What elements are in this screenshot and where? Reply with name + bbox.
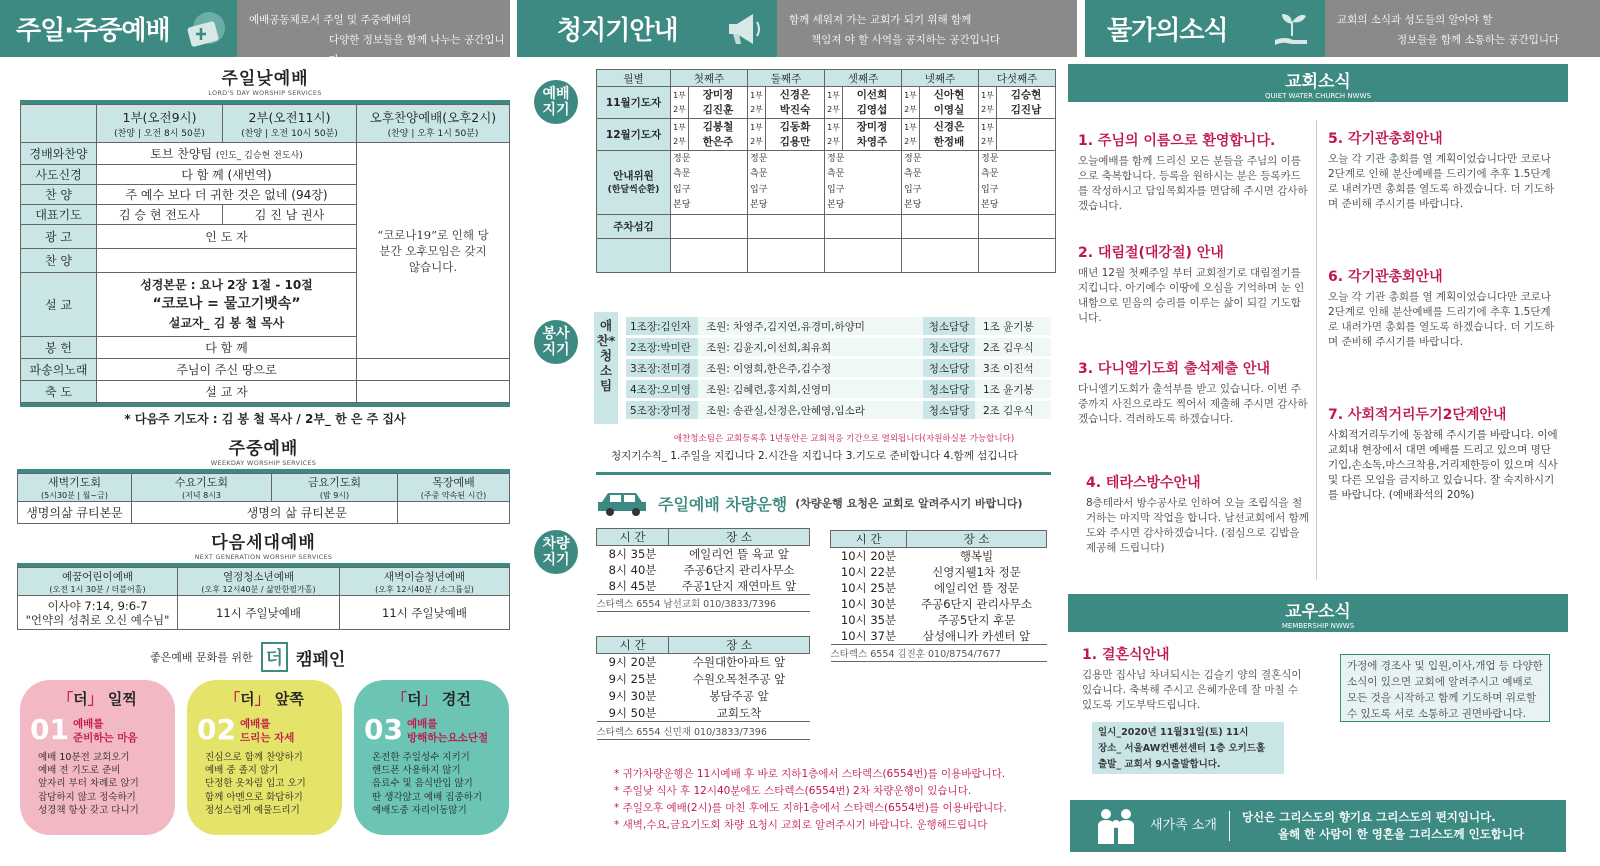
header-desc-1: 교회의 소식과 성도들의 알아야 할	[1337, 14, 1493, 26]
vehicle-steward-badge: 차량 지기	[534, 530, 578, 574]
news-item-4: 4. 테라스방수안내 8층테라서 방수공사로 인하여 오늘 조립식을 철거하는 마지막 작업을 합니다. 남선교회에서 함께 도와 주시면 감사하겠습니다. (점심으로 김밥을 제공해 드립니다)	[1086, 475, 1309, 554]
section-subtitle: NEXT GENERATION WORSHIP SERVICES	[194, 553, 333, 561]
campaign-title: 좋은예배 문화를 위한 더 캠페인	[150, 642, 410, 672]
car-icon	[596, 490, 650, 516]
aechan-cleaning-label: 애찬*청소팀	[594, 312, 618, 424]
header-worship	[0, 0, 510, 66]
nextgen-table: 예꿈어린이예배 (오전 1시 30분 / 더블어홀) 열정청소년예배 (오후 12시40분 / 삶만한필가홀) 새벽이슬청년예배 (오후 12시40분 / 소그룹실) 이사야 7:14, 9:6-7 "언약의 성취로 오신 예수님" 11시 주일낮예배 11시 주일낮예배	[17, 567, 510, 630]
section-subtitle: LORD'S DAY WORSHIP SERVICES	[208, 89, 322, 97]
col-header: 1부(오전9시)	[122, 110, 197, 125]
steward-rules: 청지기수칙_ 1.주일을 지킵니다 2.시간을 지킵니다 3.기도로 준비합니다 4.함께 섬깁니다	[611, 450, 1018, 462]
cleaning-note: 애찬청소팀은 교회등록후 1년동안은 교회적응 기간으로 열외됩니다(자원하실분 가능합니다)	[673, 434, 1015, 444]
service-steward-badge: 봉사 지기	[534, 320, 578, 364]
family-icon	[1092, 806, 1140, 846]
section-title: 주중예배	[228, 439, 299, 459]
section-title: 다음세대예배	[211, 533, 316, 553]
new-family-footer: 새가족 소개 당신은 그리스도의 향기요 그리스도의 편지입니다. 올해 한 사람이 한 영혼을 그리스도께 인도합니다	[1070, 800, 1566, 852]
vehicle-table-3: 시 간 장 소 9시 20분 수원대한아파트 앞 9시 25분 수원오목천주공 앞 9시 30분 봉담주공 앞 9시 50분 교회도착 스타렉스 6554 신민재 010/3833/7396	[596, 636, 810, 740]
vehicle-table-2: 시 간 장 소 10시 20분 행복빌 10시 22분 신영지웰1차 정문 10시 25분 에일리언 뜰 정문 10시 30분 주공6단지 관리사무소 10시 35분 주공5단지 후문 10시 37분 삼성애니카 카센터 앞 스타렉스 6554 김진훈 010/8754/7677	[830, 530, 1047, 662]
vehicle-notes: * 귀가차량운행은 11시예배 후 바로 지하1층에서 스타렉스(6554번)를 이용바랍니다. * 주일낮 식사 후 12시40분에도 스타렉스(6554번) 2차 차량운행이 있습니다. * 주일오후 예배(2시)를 마친 후에도 지하1층에서 스타렉스(6554번)를 이용바랍니다. * 새벽,수요,금요기도회 차량 요청시 교회로 알려주시기 바랍니다. 운행해드립니다	[614, 768, 1007, 831]
header-title: 물가의소식	[1107, 16, 1228, 46]
worship-steward-badge: 예배 지기	[534, 80, 578, 124]
campaign-box-early: 「더」 일찍 01 예배를 준비하는 마음 예배 10분전 교회오기 예배 전 기도로 준비 앞자리 부터 차례로 앉기 잡담하지 않고 정숙하기 성경책 항상 갖고 다니기	[20, 680, 175, 835]
bible-icon	[181, 6, 227, 52]
header-title: 청지기안내	[557, 16, 678, 46]
news-item-7: 7. 사회적거리두기2단계안내 사회적거리두기에 동참해 주시기를 바랍니다. 이에 교회내 현장에서 대면 예배를 드리고 있으며 명단기입,손소독,마스크착용,거리제한등이 있으며 식사 및 다른 모임을 금지하고 있습니다. 잘 숙지하시기를 바랍니다. (예배좌석의 20%)	[1328, 407, 1558, 501]
header-desc-2: 다양한 정보들을 함께 나누는 공간입니다	[329, 34, 505, 66]
wedding-info-box: 일시_2020년 11월31일(토) 11시 장소_ 서울AW컨벤션센터 1층 오키드홀 출발_ 교회서 9시출발합니다.	[1092, 722, 1284, 774]
header-desc-1: 함께 세워져 가는 교회가 되기 위해 함께	[789, 14, 972, 26]
next-prayer: * 다음주 기도자 : 김 봉 철 목사 / 2부_ 한 은 주 집사	[124, 412, 406, 426]
col-header: 오후찬양예배(오후2시)	[369, 110, 497, 125]
section-title: 주일낮예배	[221, 69, 309, 89]
lords-day-section	[20, 64, 510, 427]
sermon-title: “코로나 = 물고기뱃속”	[152, 296, 301, 312]
news-item-2: 2. 대림절(대강절) 안내 매년 12월 첫째주일 부터 교회절기로 대림절기를 지킵니다. 아기예수 이땅에 오심을 기억하며 눈 인내함으로 믿음의 승리를 이루는 삶이 되길 기도합니다.	[1078, 245, 1305, 324]
weekday-section	[17, 434, 510, 524]
vehicle-table-1: 시 간 장 소 8시 35분 에일리언 뜰 육교 앞 8시 40분 주공6단지 관리사무소 8시 45분 주공1단지 재연마트 앞 스타렉스 6554 남선교회 010/3833/7396	[596, 528, 810, 612]
header-news	[1085, 0, 1600, 57]
footer-label: 새가족 소개	[1150, 811, 1230, 841]
news-item-3: 3. 다니엘기도회 출석제출 안내 다니엘기도회가 출석부를 받고 있습니다. 이번 주중까지 사진으로라도 찍어서 제출해 주시면 감사하겠습니다. 격려하도록 하겠습니다.	[1078, 361, 1308, 425]
lords-day-table: 1부(오전9시) (찬양 | 오전 8시 50분) 2부(오전11시) (찬양 | 오전 10시 50분) 오후찬양예배(오후2시) (찬양 | 오후 1시 50분) 경배와찬양 토브 찬양팀 (인도_ 김승현 전도사) “코로나19”로 인해 당분간 오후모임은 갖지 않습니다. 사도신경 다 함 께 (새번역) 찬 양 주 예수 보다 더 귀한 것은 없네 (94장) 대표기도 김 승 현 전도사 김 진 남 권사 광 고 인 도 자 찬 양 설 교 성경본문 : 요나 2장 1절 - 10절 “코로나 = 물고기뱃속” 설교자_ 김 봉 철 목사 봉 헌 다 함 께 파송의노래 주님이 주신 땅으로 축 도 설 교 자	[20, 104, 510, 403]
news-item-5: 5. 각기관총회안내 오늘 각 기관 총회를 열 계획이었습니다만 코로나 2단계로 인해 분산예배를 드리기에 추후 1.5단계로 내려가면 총회를 열도록 하겠습니다. 더 기도하며 준비해 주시기를 바랍니다.	[1328, 131, 1555, 210]
family-event-notice: 가정에 경조사 및 입원,이사,개업 등 다양한 소식이 있으면 교회에 알려주시고 예배로 모든 것을 시작하고 함께 기도하며 위로할 수 있도록 서로 소통하고 권면바랍니다.	[1340, 654, 1550, 722]
prayer-schedule-table: 월별 첫째주 둘째주 셋째주 넷째주 다섯째주 11월기도자 1부 2부 장미정 김진훈 1부 2부 신경은 박진숙 1부 2부 이선희 김영섭 1부 2부 신아현 이영실 1부 2부 김승현 김진남 12월기도자 1부 2부 김봉철 한은주 1부 2부 김동화 김용만 1부 2부 장미정 차영주 1부 2부 신경은 한정배 1부 2부 안내위원 (한달씩순환) 정문 측문 입구 본당 정문 측문 입구 본당 정문 측문 입구 본당 정문 측문 입구 본당 정문 측문 입구 본당 주차섬김	[596, 69, 1056, 273]
news-item-1: 1. 주님의 이름으로 환영합니다. 오늘예배를 함께 드리신 모든 분들을 주님의 이름으로 축복합니다. 등록을 원하시는 분은 등록카드를 작성하시고 담임목회자를 면담해 주시면 감사하겠습니다.	[1078, 133, 1308, 212]
header-title: 주일·주중예배	[16, 16, 170, 46]
wedding-news: 1. 결혼식안내 김용만 집사님 차녀되시는 김슬기 양의 결혼식이 있습니다. 축복해 주시고 은혜가운데 잘 마칠 수 있도록 기도부탁드립니다.	[1082, 647, 1302, 711]
col-header: 2부(오전11시)	[248, 110, 331, 125]
header-desc-2: 책임져 야 할 사역을 공지하는 공간입니다	[811, 34, 1001, 46]
campaign-box-reverence: 「더」 경건 03 예배를 방해하는요소단절 온전한 주일성수 지키기 핸드폰 사용하지 않기 음료수 및 음식반입 않기 딴 생각않고 예배 집중하기 예배도중 자리이동않기	[354, 680, 509, 835]
membership-news-banner: 교우소식 MEMBERSHIP NWWS	[1068, 594, 1568, 632]
header-desc-2: 정보들을 함께 소통하는 공간입니다	[1397, 34, 1560, 46]
campaign-mark: 더	[261, 642, 288, 672]
nextgen-section	[17, 528, 510, 630]
header-steward	[517, 0, 1077, 57]
section-subtitle: WEEKDAY WORSHIP SERVICES	[210, 459, 317, 467]
megaphone-icon	[721, 6, 767, 52]
news-item-6: 6. 각기관총회안내 오늘 각 기관 총회를 열 계획이었습니다만 코로나 2단계로 인해 분산예배를 드리기에 추후 1.5단계로 내려가면 총회를 열도록 하겠습니다. 더 기도하며 준비해 주시기를 바랍니다.	[1328, 269, 1555, 348]
afternoon-note: “코로나19”로 인해 당분간 오후모임은 갖지 않습니다.	[357, 143, 510, 359]
campaign-box-front: 「더」 앞쪽 02 예배를 드리는 자세 진심으로 함께 찬양하기 예배 중 졸지 않기 단정한 옷차림 입고 오기 함께 아멘으로 화답하기 정성스럽게 예물드리기	[187, 680, 342, 835]
cleaning-team-table: 1조장:김인자 조원: 차영주,김지연,유경미,하양미 청소담당 1조 윤기봉 2조장:박미란 조원: 김윤지,이선희,최유희 청소담당 2조 김우식 3조장:전미경 조원: 이영희,한은주,김수정 청소담당 3조 이진석 4조장:오미영 조원: 김혜련,홍지희,신영미 청소담당 1조 윤기봉 5조장:장미정 조원: 송관실,신정은,안혜영,임소라 청소담당 2조 김우식	[626, 314, 1051, 422]
church-news-banner: 교회소식 QUIET WATER CHURCH NWWS	[1068, 64, 1568, 102]
header-desc-1: 예배공동체로서 주일 및 주중예배의	[249, 14, 412, 26]
vehicle-title: 주일예배 차량운행 (차량운행 요청은 교회로 알려주시기 바랍니다)	[596, 490, 1056, 516]
weekday-table: 새벽기도회 (5시30분 | 월~금) 수요기도회 (저녁 8시3 금요기도회 (밤 9시) 목장예배 (주중 약속된 시간) 생명의삶 큐티본문 생명의 삶 큐티본문	[17, 473, 510, 524]
sprout-hand-icon	[1269, 6, 1315, 52]
